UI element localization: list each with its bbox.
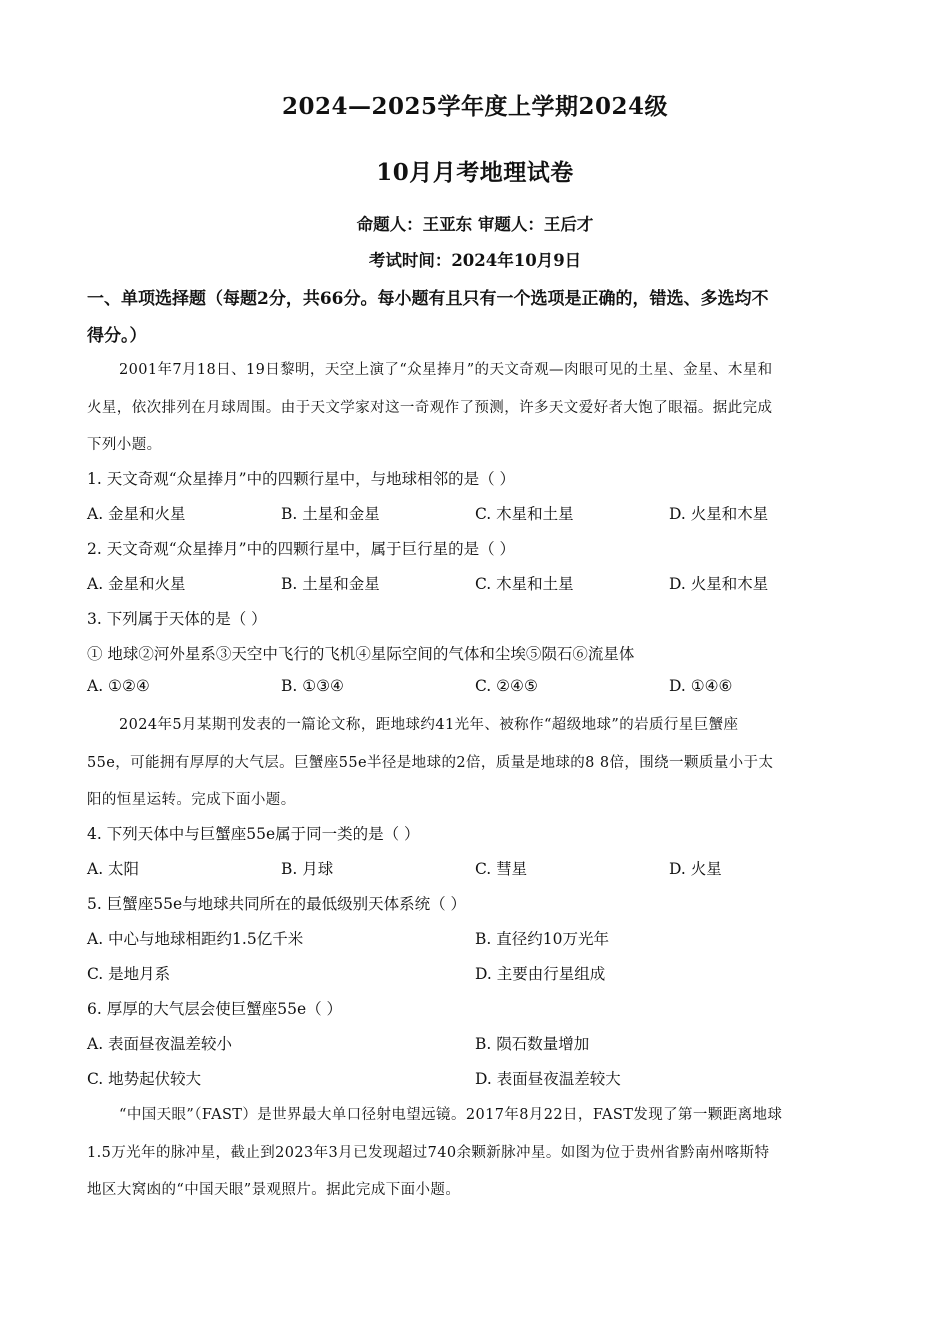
exam-title-line1: 2024—2025学年度上学期2024级 xyxy=(281,93,669,120)
q5-option-b: B. 直径约10万光年 xyxy=(475,930,609,948)
q2-option-a: A. 金星和火星 xyxy=(87,575,186,593)
q6-option-a: A. 表面昼夜温差较小 xyxy=(87,1035,233,1053)
section-heading-line1: 一、单项选择题（每题2分，共66分。每小题有且只有一个选项是正确的，错选、多选均不 xyxy=(87,289,769,309)
q4-option-a: A. 太阳 xyxy=(87,860,140,878)
passage3-line2: 1.5万光年的脉冲星，截止到2023年3月已发现超过740余颗新脉冲星。如图为位于贵州省黔南州喀斯特 xyxy=(87,1145,770,1161)
q6-option-c: C. 地势起伏较大 xyxy=(87,1070,202,1088)
q6-option-b: B. 陨石数量增加 xyxy=(475,1035,590,1053)
q5-option-d: D. 主要由行星组成 xyxy=(475,965,606,983)
passage1-line2: 火星，依次排列在月球周围。由于天文学家对这一奇观作了预测，许多天文爱好者大饱了眼福。据此完成 xyxy=(87,400,773,416)
passage2-line3: 阳的恒星运转。完成下面小题。 xyxy=(87,792,296,808)
q5-option-c: C. 是地月系 xyxy=(87,965,171,983)
q3-option-d: D. ①④⑥ xyxy=(669,677,733,695)
q3-option-c: C. ②④⑤ xyxy=(475,677,538,695)
q2-stem: 2. 天文奇观“众星捧月”中的四颗行星中，属于巨行星的是（ ） xyxy=(87,540,515,558)
q3-option-b: B. ①③④ xyxy=(281,677,344,695)
passage2-line2: 55e，可能拥有厚厚的大气层。巨蟹座55e半径是地球的2倍，质量是地球的8 8倍，围绕一颗质量小于太 xyxy=(87,755,774,771)
section-heading-line2: 得分。） xyxy=(87,326,147,346)
q2-option-d: D. 火星和木星 xyxy=(669,575,769,593)
q1-option-d: D. 火星和木星 xyxy=(669,505,769,523)
q1-option-a: A. 金星和火星 xyxy=(87,505,186,523)
q5-stem: 5. 巨蟹座55e与地球共同所在的最低级别天体系统（ ） xyxy=(87,895,467,913)
q4-stem: 4. 下列天体中与巨蟹座55e属于同一类的是（ ） xyxy=(87,825,420,843)
q4-option-d: D. 火星 xyxy=(669,860,722,878)
q1-option-c: C. 木星和土星 xyxy=(475,505,574,523)
passage3-line3: 地区大窝凼的“中国天眼”景观照片。据此完成下面小题。 xyxy=(87,1182,461,1198)
exam-title-line2: 10月月考地理试卷 xyxy=(376,159,574,186)
passage3-line1: “中国天眼”（FAST）是世界最大单口径射电望远镜。2017年8月22日，FAST发现了第一颗距离地球 xyxy=(119,1107,783,1123)
q5-option-a: A. 中心与地球相距约1.5亿千米 xyxy=(87,930,304,948)
exam-authors: 命题人：王亚东 审题人：王后才 xyxy=(356,215,594,234)
q1-stem: 1. 天文奇观“众星捧月”中的四颗行星中，与地球相邻的是（ ） xyxy=(87,470,515,488)
q6-stem: 6. 厚厚的大气层会使巨蟹座55e（ ） xyxy=(87,1000,343,1018)
q6-option-d: D. 表面昼夜温差较大 xyxy=(475,1070,621,1088)
q4-option-b: B. 月球 xyxy=(281,860,334,878)
q3-option-a: A. ①②④ xyxy=(87,677,150,695)
exam-time: 考试时间：2024年10月9日 xyxy=(368,251,582,270)
passage1-line3: 下列小题。 xyxy=(87,437,162,453)
passage1-line1: 2001年7月18日、19日黎明，天空上演了“众星捧月”的天文奇观—肉眼可见的土星、金星、木星和 xyxy=(119,362,773,378)
q3-stem: 3. 下列属于天体的是（ ） xyxy=(87,610,267,628)
q4-option-c: C. 彗星 xyxy=(475,860,528,878)
q3-items: ① 地球②河外星系③天空中飞行的飞机④星际空间的气体和尘埃⑤陨石⑥流星体 xyxy=(87,645,635,663)
q1-option-b: B. 土星和金星 xyxy=(281,505,380,523)
q2-option-c: C. 木星和土星 xyxy=(475,575,574,593)
q2-option-b: B. 土星和金星 xyxy=(281,575,380,593)
passage2-line1: 2024年5月某期刊发表的一篇论文称，距地球约41光年、被称作“超级地球”的岩质行星巨蟹座 xyxy=(119,717,739,733)
